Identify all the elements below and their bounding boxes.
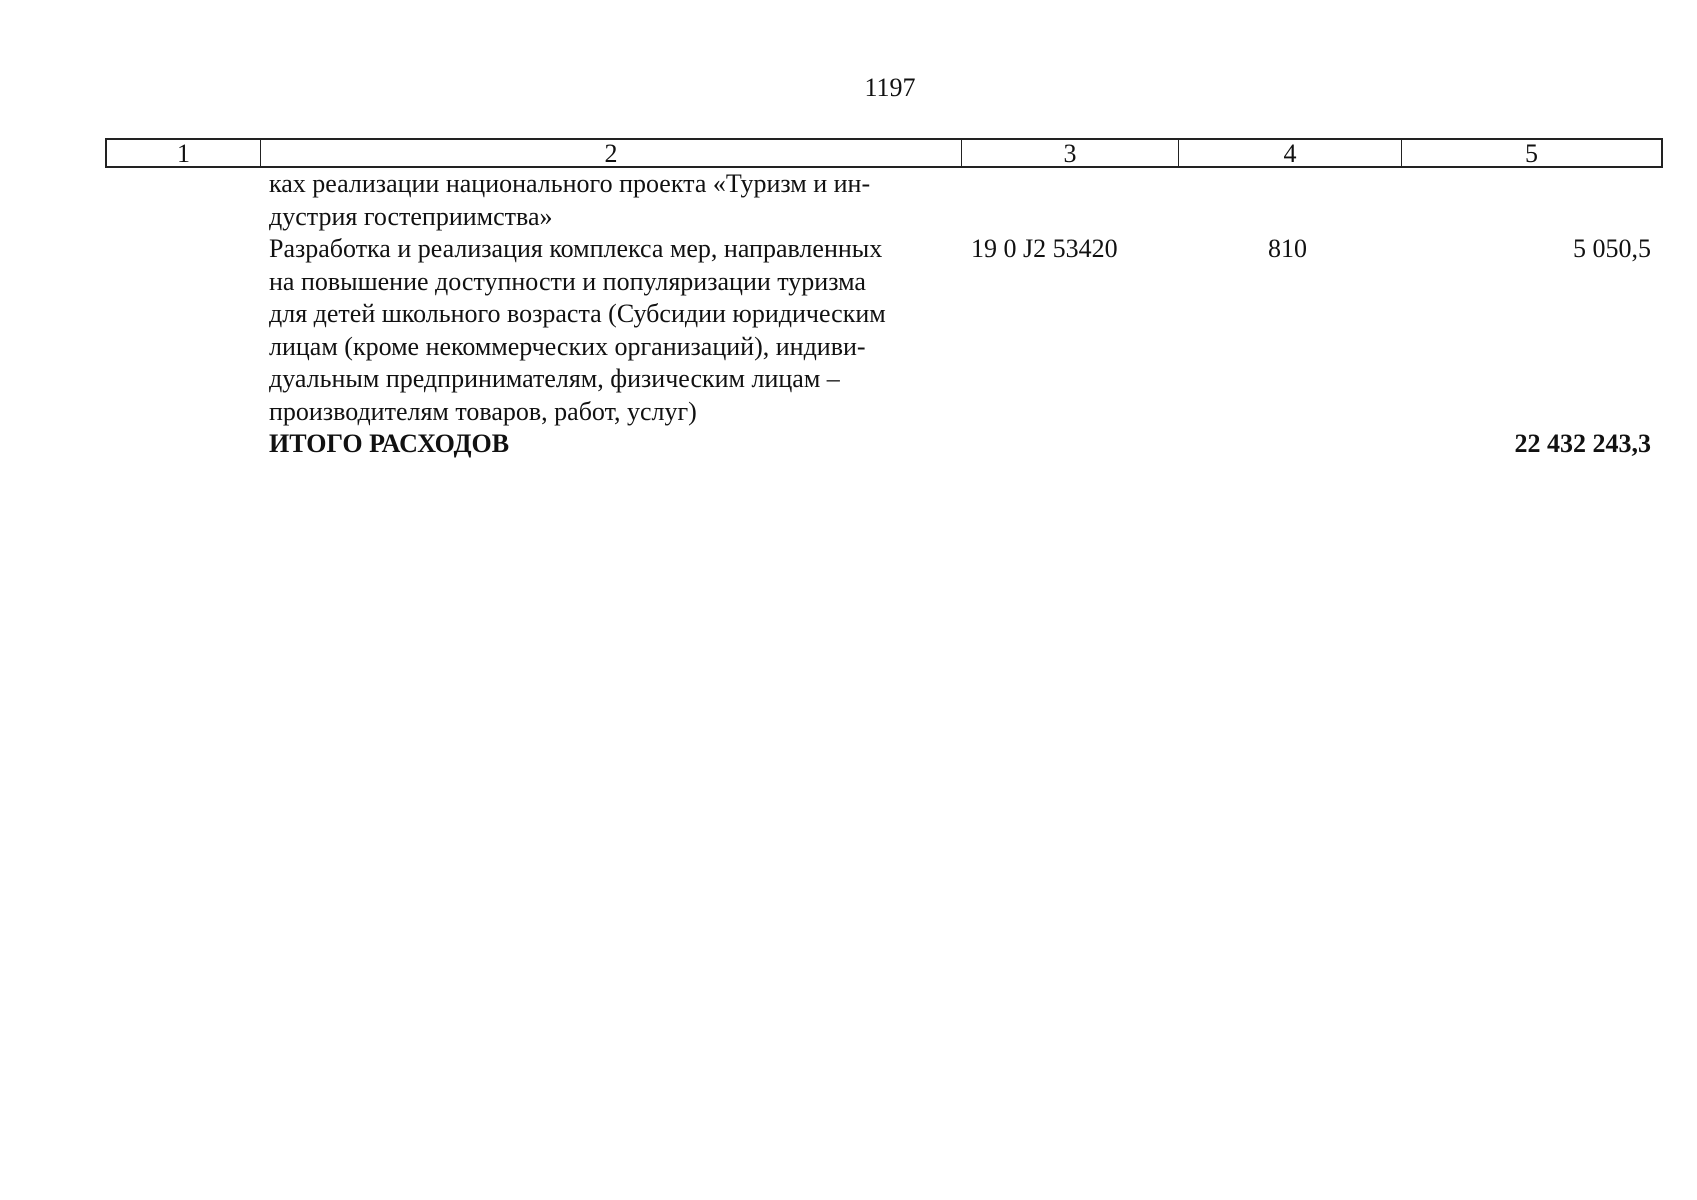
continuation-line: дустрия гостеприимства» — [269, 201, 553, 231]
continuation-row — [105, 168, 1663, 233]
table-row — [105, 233, 1663, 428]
row-description — [258, 233, 959, 428]
continuation-cell-1 — [105, 168, 258, 233]
budget-table — [105, 138, 1663, 461]
column-header-5: 5 — [1401, 140, 1661, 168]
description-line: для детей школьного возраста (Субсидии юридическим — [269, 299, 886, 328]
continuation-text — [258, 168, 959, 233]
column-header-2: 2 — [260, 140, 961, 168]
total-label: ИТОГО РАСХОДОВ — [269, 429, 510, 458]
description-line: производителям товаров, работ, услуг) — [269, 396, 697, 426]
description-line: дуальным предпринимателям, физическим лицам – — [269, 364, 840, 393]
total-row — [105, 428, 1663, 461]
column-header-4: 4 — [1178, 140, 1401, 168]
row-type: 810 — [1268, 234, 1307, 263]
description-line: на повышение доступности и популяризации туризма — [269, 266, 866, 296]
continuation-line: ках реализации национального проекта «Туризм и ин- — [269, 169, 871, 198]
column-header-3: 3 — [961, 140, 1178, 168]
total-amount: 22 432 243,3 — [1514, 429, 1651, 458]
column-header-1: 1 — [177, 139, 190, 168]
row-amount: 5 050,5 — [1573, 234, 1651, 263]
row-code: 19 0 J2 53420 — [971, 234, 1118, 263]
description-line: лицам (кроме некоммерческих организаций), индиви- — [269, 331, 866, 361]
page-number: 1197 — [864, 73, 916, 102]
description-line: Разработка и реализация комплекса мер, направленных — [269, 234, 883, 263]
table-header-row — [105, 138, 1663, 168]
